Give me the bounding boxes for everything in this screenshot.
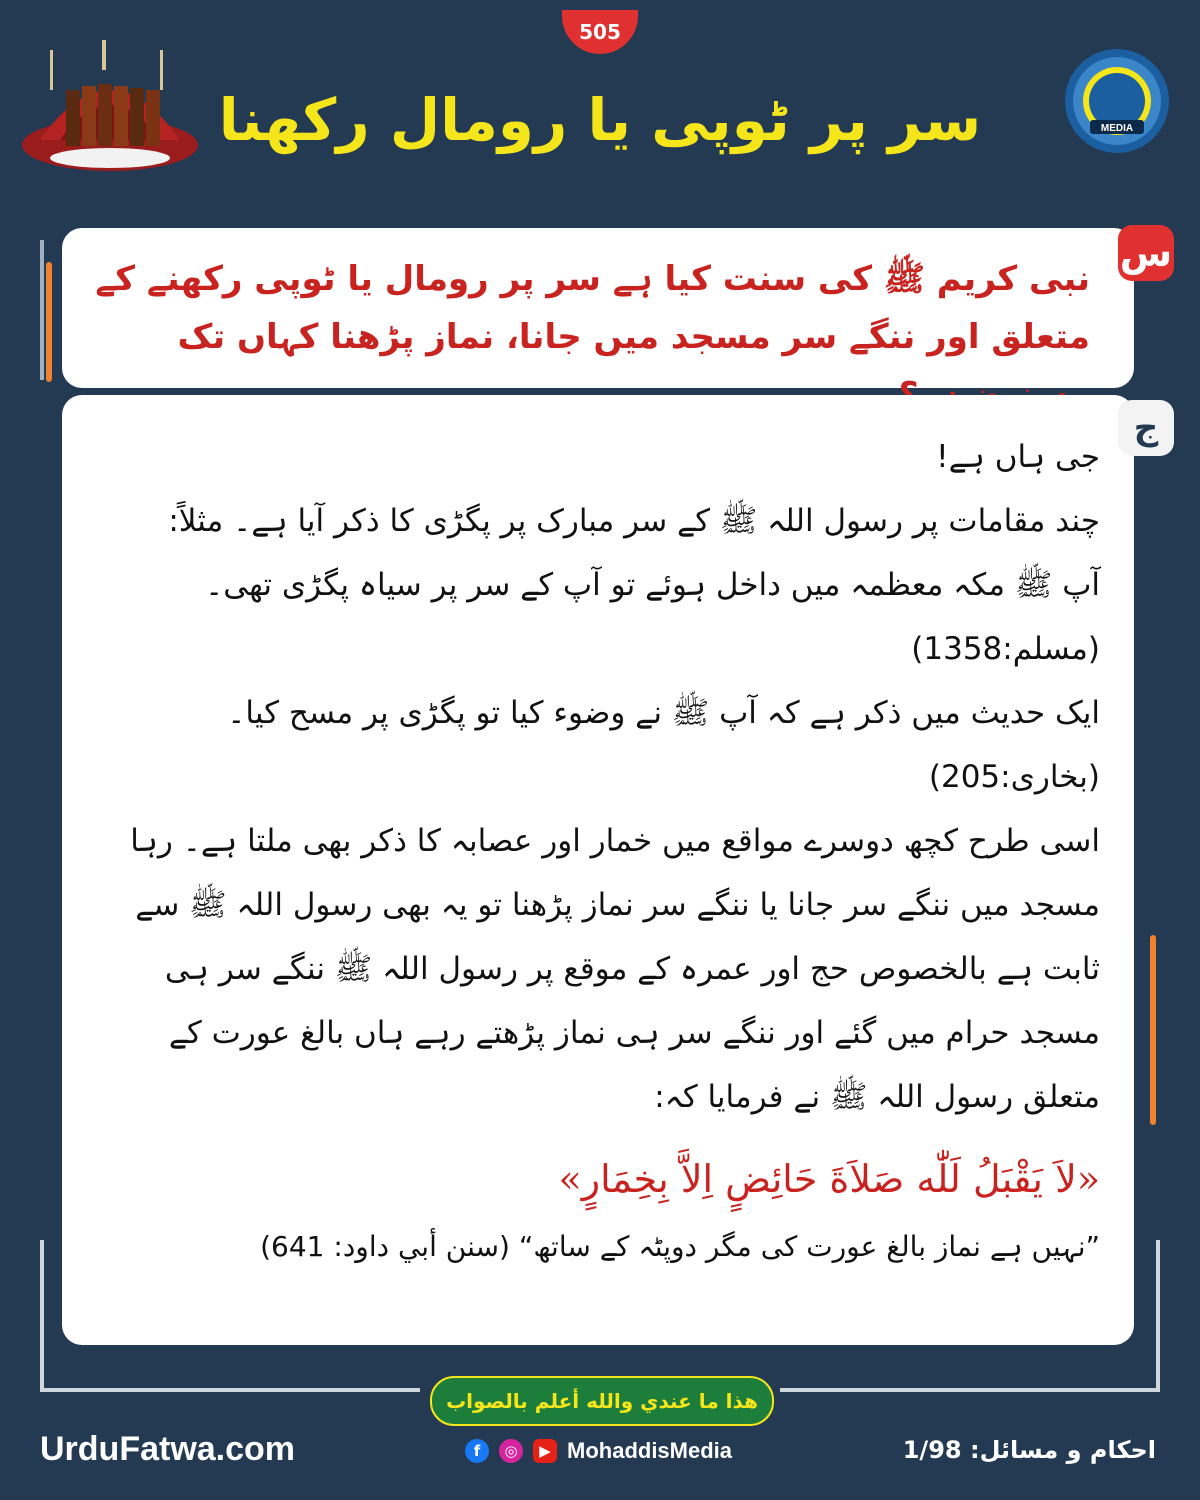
social-links [465, 1438, 732, 1464]
answer-card [62, 395, 1134, 1345]
question-tag: س [1118, 225, 1174, 281]
answer-line-1: جی ہاں ہے! [936, 439, 1100, 475]
youtube-icon[interactable]: ▶ [533, 1439, 557, 1463]
book-reference: احکام و مسائل: 1/98 [902, 1436, 1156, 1464]
arabic-hadith: «لاَ يَقْبَلُ لَلّٰه صَلاَةَ حَائِضٍ اِلاَّ بِخِمَارٍ» [558, 1157, 1100, 1201]
logo-text: MEDIA [1100, 123, 1134, 134]
answer-body [90, 425, 1100, 1279]
closing-statement: هذا ما عندي والله أعلم بالصواب [430, 1376, 774, 1426]
instagram-icon[interactable]: ◎ [499, 1439, 523, 1463]
accent-bar-right [1150, 935, 1156, 1125]
frame-line-bottom [40, 1388, 420, 1392]
answer-para-1: چند مقامات پر رسول اللہ ﷺ کے سر مبارک پر پگڑی کا ذکر آیا ہے۔ مثلاً: [168, 503, 1100, 539]
facebook-icon[interactable]: f [465, 1439, 489, 1463]
answer-para-2: آپ ﷺ مکہ معظمہ میں داخل ہوئے تو آپ کے سر پر سیاہ پگڑی تھی۔ (مسلم:1358) [205, 567, 1100, 667]
page-title: سر پر ٹوپی یا رومال رکھنا [218, 86, 982, 154]
site-link[interactable]: UrduFatwa.com [40, 1430, 296, 1468]
hadith-translation: ”نہیں ہے نماز بالغ عورت کی مگر دوپٹہ کے ساتھ“ (سنن أبي داود: 641) [260, 1230, 1100, 1263]
answer-para-4: اسی طرح کچھ دوسرے مواقع میں خمار اور عصابہ کا ذکر بھی ملتا ہے۔ رہا مسجد میں ننگے سر جانا یا ننگے سر نماز پڑھنا تو یہ بھی رسول اللہ ﷺ سے ثابت ہے بالخصوص حج اور عمرہ کے موقع پر رسول اللہ ﷺ ننگے سر ہی مسجد حرام میں گئے اور ننگے سر ہی نماز پڑھتے رہے ہاں بالغ عورت کے متعلق رسول اللہ ﷺ نے فرمایا کہ: [130, 823, 1100, 1115]
question-card [62, 228, 1134, 388]
question-text: نبی کریم ﷺ کی سنت کیا ہے سر پر رومال یا ٹوپی رکھنے کے متعلق اور ننگے سر مسجد میں جانا، نماز پڑھنا کہاں تک [95, 259, 1090, 357]
mohaddis-media-logo [1062, 46, 1172, 156]
accent-bar-left-top [46, 262, 52, 382]
frame-line-bottom-right [780, 1388, 1160, 1392]
social-handle[interactable]: MohaddisMedia [567, 1438, 733, 1463]
frame-line-right [1156, 1240, 1160, 1390]
issue-number-badge: 505 [562, 10, 638, 54]
frame-line-bottom-left [40, 1240, 44, 1390]
answer-tag: ج [1118, 400, 1174, 456]
frame-line-top-left [40, 240, 44, 380]
answer-para-3: ایک حدیث میں ذکر ہے کہ آپ ﷺ نے وضوء کیا تو پگڑی پر مسح کیا۔ (بخاری:205) [227, 695, 1100, 795]
